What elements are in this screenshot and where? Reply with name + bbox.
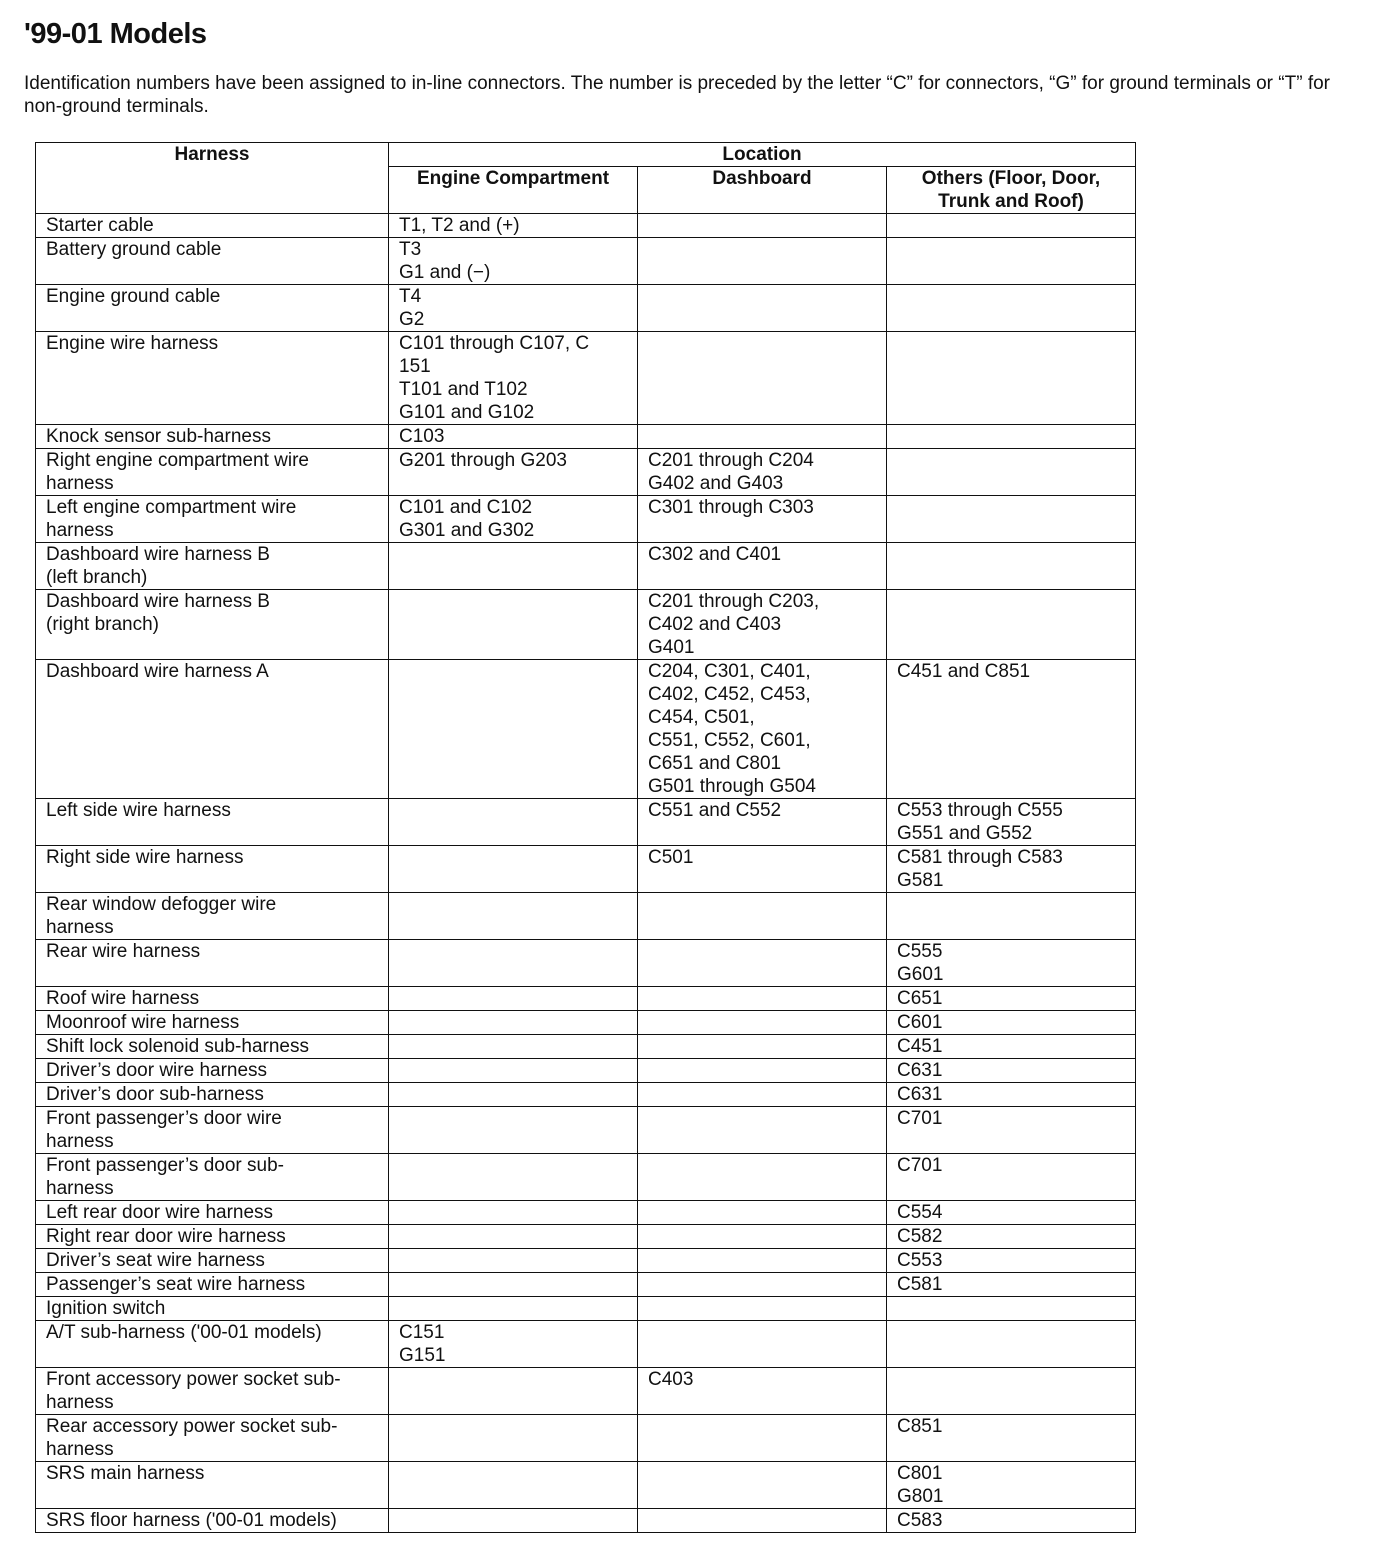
table-row <box>36 1225 1136 1249</box>
engine-compartment-cell: G201 through G203 <box>389 449 638 496</box>
harness-cell: Shift lock solenoid sub-harness <box>36 1035 389 1059</box>
others-cell: C553 <box>887 1249 1136 1273</box>
others-cell: C701 <box>887 1154 1136 1201</box>
others-cell <box>887 285 1136 332</box>
dashboard-cell: C501 <box>638 846 887 893</box>
harness-cell: SRS main harness <box>36 1462 389 1509</box>
engine-compartment-cell: T4 G2 <box>389 285 638 332</box>
table-row <box>36 799 1136 846</box>
table-row <box>36 1035 1136 1059</box>
others-cell: C601 <box>887 1011 1136 1035</box>
others-cell: C701 <box>887 1107 1136 1154</box>
engine-compartment-cell <box>389 1083 638 1107</box>
table-row <box>36 1201 1136 1225</box>
header-location: Location <box>389 143 1136 167</box>
harness-cell: Engine ground cable <box>36 285 389 332</box>
engine-compartment-cell: C101 through C107, C 151 T101 and T102 G101 and G102 <box>389 332 638 425</box>
harness-cell: Roof wire harness <box>36 987 389 1011</box>
others-cell: C581 <box>887 1273 1136 1297</box>
dashboard-cell <box>638 1462 887 1509</box>
dashboard-cell <box>638 1509 887 1533</box>
header-harness: Harness <box>36 143 389 214</box>
others-cell: C631 <box>887 1059 1136 1083</box>
engine-compartment-cell <box>389 1011 638 1035</box>
engine-compartment-cell <box>389 1225 638 1249</box>
engine-compartment-cell: C151 G151 <box>389 1321 638 1368</box>
dashboard-cell <box>638 425 887 449</box>
others-cell: C583 <box>887 1509 1136 1533</box>
others-cell: C581 through C583 G581 <box>887 846 1136 893</box>
harness-cell: Moonroof wire harness <box>36 1011 389 1035</box>
table-row <box>36 1462 1136 1509</box>
harness-cell: Driver’s door sub-harness <box>36 1083 389 1107</box>
others-cell: C582 <box>887 1225 1136 1249</box>
harness-cell: Left side wire harness <box>36 799 389 846</box>
dashboard-cell <box>638 1201 887 1225</box>
engine-compartment-cell <box>389 1297 638 1321</box>
dashboard-cell <box>638 1225 887 1249</box>
dashboard-cell <box>638 1415 887 1462</box>
table-row <box>36 940 1136 987</box>
dashboard-cell <box>638 1107 887 1154</box>
harness-cell: Front accessory power socket sub- harness <box>36 1368 389 1415</box>
engine-compartment-cell <box>389 1107 638 1154</box>
harness-cell: SRS floor harness ('00-01 models) <box>36 1509 389 1533</box>
table-row <box>36 1415 1136 1462</box>
harness-cell: Rear window defogger wire harness <box>36 893 389 940</box>
others-cell: C631 <box>887 1083 1136 1107</box>
table-row <box>36 543 1136 590</box>
dashboard-cell <box>638 238 887 285</box>
engine-compartment-cell <box>389 1273 638 1297</box>
others-cell <box>887 449 1136 496</box>
dashboard-cell <box>638 1083 887 1107</box>
table-row <box>36 1321 1136 1368</box>
others-cell <box>887 543 1136 590</box>
engine-compartment-cell <box>389 846 638 893</box>
harness-cell: Driver’s door wire harness <box>36 1059 389 1083</box>
others-cell: C554 <box>887 1201 1136 1225</box>
harness-cell: Driver’s seat wire harness <box>36 1249 389 1273</box>
engine-compartment-cell <box>389 590 638 660</box>
engine-compartment-cell: C103 <box>389 425 638 449</box>
harness-cell: Left engine compartment wire harness <box>36 496 389 543</box>
harness-cell: A/T sub-harness ('00-01 models) <box>36 1321 389 1368</box>
dashboard-cell: C301 through C303 <box>638 496 887 543</box>
engine-compartment-cell: T1, T2 and (+) <box>389 214 638 238</box>
table-row <box>36 1297 1136 1321</box>
others-cell <box>887 590 1136 660</box>
others-cell <box>887 425 1136 449</box>
engine-compartment-cell <box>389 1059 638 1083</box>
table-row <box>36 1011 1136 1035</box>
engine-compartment-cell <box>389 1249 638 1273</box>
dashboard-cell: C551 and C552 <box>638 799 887 846</box>
table-row <box>36 496 1136 543</box>
table-row <box>36 590 1136 660</box>
dashboard-cell: C204, C301, C401, C402, C452, C453, C454, C501, C551, C552, C601, C651 and C801 G501 through G504 <box>638 660 887 799</box>
dashboard-cell: C201 through C204 G402 and G403 <box>638 449 887 496</box>
table-row <box>36 238 1136 285</box>
others-cell: C851 <box>887 1415 1136 1462</box>
table-row <box>36 214 1136 238</box>
header-engine-compartment: Engine Compartment <box>389 167 638 214</box>
table-row <box>36 846 1136 893</box>
table-row <box>36 1273 1136 1297</box>
dashboard-cell: C201 through C203, C402 and C403 G401 <box>638 590 887 660</box>
dashboard-cell <box>638 1273 887 1297</box>
table-row <box>36 1154 1136 1201</box>
table-row <box>36 1107 1136 1154</box>
harness-cell: Left rear door wire harness <box>36 1201 389 1225</box>
others-cell: C553 through C555 G551 and G552 <box>887 799 1136 846</box>
engine-compartment-cell <box>389 1035 638 1059</box>
others-cell <box>887 214 1136 238</box>
table-row <box>36 1083 1136 1107</box>
dashboard-cell <box>638 1297 887 1321</box>
harness-cell: Dashboard wire harness B (right branch) <box>36 590 389 660</box>
others-cell <box>887 332 1136 425</box>
table-row <box>36 660 1136 799</box>
dashboard-cell <box>638 1035 887 1059</box>
engine-compartment-cell: T3 G1 and (−) <box>389 238 638 285</box>
dashboard-cell <box>638 1154 887 1201</box>
engine-compartment-cell <box>389 1154 638 1201</box>
engine-compartment-cell <box>389 1509 638 1533</box>
others-cell: C451 <box>887 1035 1136 1059</box>
others-cell: C451 and C851 <box>887 660 1136 799</box>
dashboard-cell <box>638 285 887 332</box>
dashboard-cell <box>638 332 887 425</box>
engine-compartment-cell <box>389 1368 638 1415</box>
engine-compartment-cell <box>389 1201 638 1225</box>
table-row <box>36 449 1136 496</box>
harness-cell: Battery ground cable <box>36 238 389 285</box>
table-body <box>36 214 1136 1533</box>
dashboard-cell <box>638 1321 887 1368</box>
dashboard-cell <box>638 893 887 940</box>
engine-compartment-cell <box>389 799 638 846</box>
dashboard-cell <box>638 1249 887 1273</box>
header-others: Others (Floor, Door, Trunk and Roof) <box>887 167 1136 214</box>
harness-cell: Passenger’s seat wire harness <box>36 1273 389 1297</box>
others-cell <box>887 1297 1136 1321</box>
table-row <box>36 1509 1136 1533</box>
others-cell: C801 G801 <box>887 1462 1136 1509</box>
table-row <box>36 1249 1136 1273</box>
others-cell: C651 <box>887 987 1136 1011</box>
engine-compartment-cell <box>389 1415 638 1462</box>
harness-cell: Engine wire harness <box>36 332 389 425</box>
table-row <box>36 1368 1136 1415</box>
table-row <box>36 425 1136 449</box>
harness-cell: Knock sensor sub-harness <box>36 425 389 449</box>
others-cell <box>887 238 1136 285</box>
page-title: '99-01 Models <box>24 18 207 50</box>
harness-cell: Right side wire harness <box>36 846 389 893</box>
header-dashboard: Dashboard <box>638 167 887 214</box>
harness-cell: Dashboard wire harness B (left branch) <box>36 543 389 590</box>
harness-cell: Ignition switch <box>36 1297 389 1321</box>
harness-cell: Right engine compartment wire harness <box>36 449 389 496</box>
table-row <box>36 285 1136 332</box>
others-cell <box>887 1368 1136 1415</box>
table-row <box>36 1059 1136 1083</box>
harness-cell: Right rear door wire harness <box>36 1225 389 1249</box>
dashboard-cell <box>638 987 887 1011</box>
dashboard-cell <box>638 940 887 987</box>
dashboard-cell: C302 and C401 <box>638 543 887 590</box>
engine-compartment-cell <box>389 660 638 799</box>
dashboard-cell <box>638 214 887 238</box>
others-cell <box>887 1321 1136 1368</box>
engine-compartment-cell <box>389 1462 638 1509</box>
harness-cell: Dashboard wire harness A <box>36 660 389 799</box>
dashboard-cell: C403 <box>638 1368 887 1415</box>
engine-compartment-cell <box>389 543 638 590</box>
table-row <box>36 332 1136 425</box>
others-cell <box>887 893 1136 940</box>
engine-compartment-cell <box>389 940 638 987</box>
harness-cell: Front passenger’s door wire harness <box>36 1107 389 1154</box>
harness-cell: Starter cable <box>36 214 389 238</box>
engine-compartment-cell: C101 and C102 G301 and G302 <box>389 496 638 543</box>
harness-cell: Front passenger’s door sub- harness <box>36 1154 389 1201</box>
intro-paragraph: Identification numbers have been assigned to in-line connectors. The number is preceded by the letter “C” for connectors, “G” for ground terminals or “T” for non-ground terminals. <box>24 73 1330 117</box>
others-cell <box>887 496 1136 543</box>
harness-cell: Rear wire harness <box>36 940 389 987</box>
harness-cell: Rear accessory power socket sub- harness <box>36 1415 389 1462</box>
dashboard-cell <box>638 1059 887 1083</box>
connector-location-table <box>35 142 1136 1533</box>
engine-compartment-cell <box>389 893 638 940</box>
dashboard-cell <box>638 1011 887 1035</box>
others-cell: C555 G601 <box>887 940 1136 987</box>
table-row <box>36 893 1136 940</box>
table-row <box>36 987 1136 1011</box>
engine-compartment-cell <box>389 987 638 1011</box>
